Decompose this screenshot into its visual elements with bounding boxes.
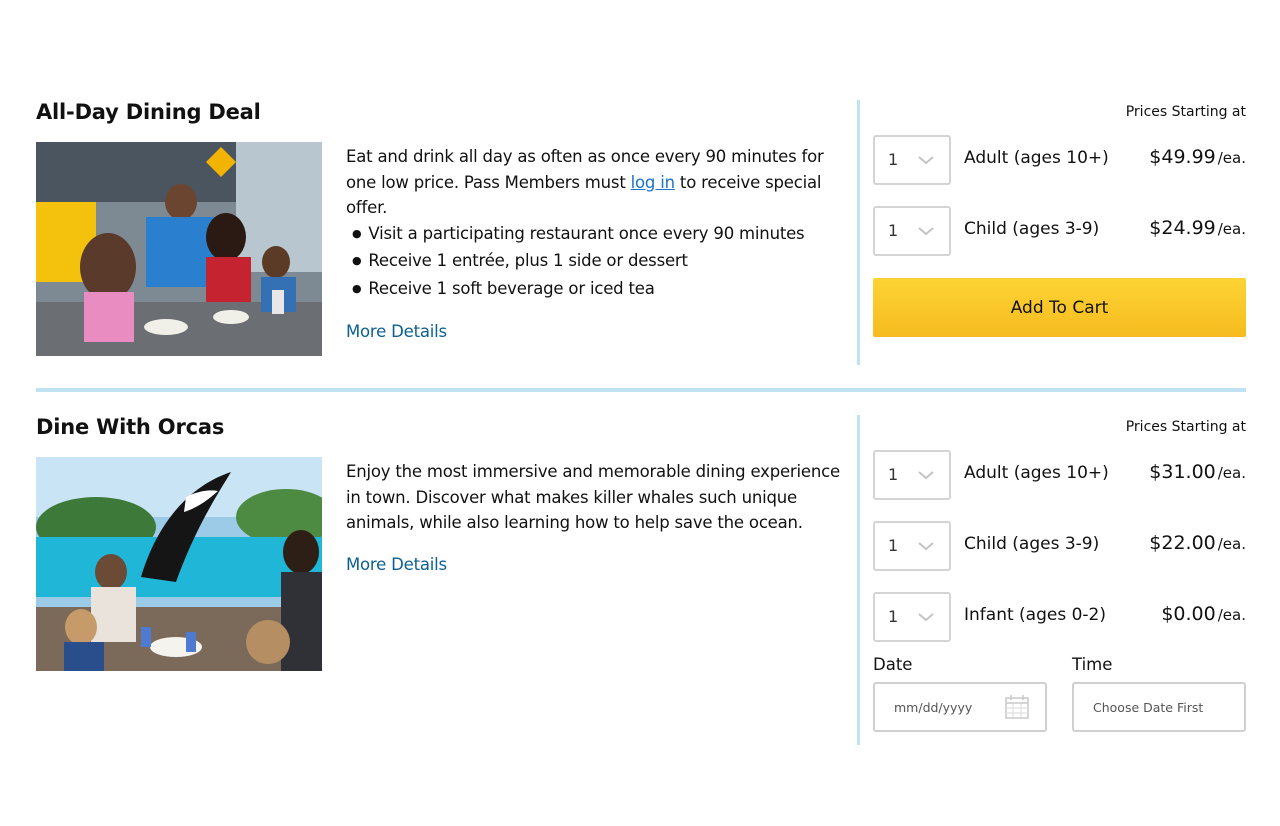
quantity-select[interactable] bbox=[873, 592, 951, 642]
column-divider bbox=[857, 100, 860, 365]
quantity-value: 1 bbox=[888, 150, 899, 169]
ticket-label: Child (ages 3-9) bbox=[964, 219, 1100, 239]
chevron-down-icon bbox=[917, 469, 935, 481]
chevron-down-icon bbox=[917, 154, 935, 166]
quantity-select[interactable] bbox=[873, 135, 951, 185]
calendar-icon[interactable] bbox=[1005, 695, 1029, 719]
ticket-row-adult bbox=[873, 450, 1246, 500]
list-item: ● Receive 1 soft beverage or iced tea bbox=[346, 276, 851, 304]
product-photo-family-dining bbox=[36, 142, 322, 356]
product-description bbox=[346, 459, 851, 577]
chevron-down-icon bbox=[917, 225, 935, 237]
list-item: ● Visit a participating restaurant once every 90 minutes bbox=[346, 221, 851, 249]
ticket-label: Infant (ages 0-2) bbox=[964, 605, 1106, 625]
ticket-price: $49.99 /ea. bbox=[1149, 146, 1246, 168]
date-label: Date bbox=[873, 655, 913, 674]
benefits-list bbox=[346, 221, 851, 304]
date-placeholder: mm/dd/yyyy bbox=[894, 700, 973, 715]
product-title: Dine With Orcas bbox=[36, 415, 225, 439]
chevron-down-icon bbox=[917, 611, 935, 623]
product-all-day-dining bbox=[36, 100, 1246, 365]
product-title: All-Day Dining Deal bbox=[36, 100, 261, 124]
quantity-select[interactable] bbox=[873, 450, 951, 500]
product-dine-with-orcas bbox=[36, 415, 1246, 745]
time-label: Time bbox=[1072, 655, 1113, 674]
login-link[interactable]: log in bbox=[630, 172, 675, 192]
product-description bbox=[346, 144, 851, 345]
add-to-cart-button[interactable]: Add To Cart bbox=[873, 278, 1246, 337]
quantity-value: 1 bbox=[888, 607, 899, 626]
quantity-value: 1 bbox=[888, 536, 899, 555]
ticket-price: $24.99 /ea. bbox=[1149, 217, 1246, 239]
description-text: Enjoy the most immersive and memorable dining experience in town. Discover what makes killer whales such unique animals, while also learning how to help save the ocean. bbox=[346, 462, 840, 532]
quantity-value: 1 bbox=[888, 221, 899, 240]
prices-starting-label: Prices Starting at bbox=[1125, 104, 1246, 120]
product-photo-orca-show bbox=[36, 457, 322, 671]
ticket-row-infant bbox=[873, 592, 1246, 642]
quantity-value: 1 bbox=[888, 465, 899, 484]
ticket-price: $0.00 /ea. bbox=[1161, 603, 1246, 625]
time-select[interactable] bbox=[1072, 682, 1246, 732]
ticket-label: Adult (ages 10+) bbox=[964, 148, 1109, 168]
prices-starting-label: Prices Starting at bbox=[1125, 419, 1246, 435]
ticket-label: Child (ages 3-9) bbox=[964, 534, 1100, 554]
product-separator bbox=[36, 388, 1246, 392]
date-input[interactable] bbox=[873, 682, 1047, 732]
list-item: ● Receive 1 entrée, plus 1 side or dessert bbox=[346, 248, 851, 276]
ticket-row-child bbox=[873, 521, 1246, 571]
description-text: Eat and drink all day as often as once every 90 minutes for one low price. Pass Members must log in to receive special offer. bbox=[346, 147, 824, 217]
ticket-price: $22.00 /ea. bbox=[1149, 532, 1246, 554]
ticket-row-adult bbox=[873, 135, 1246, 185]
column-divider bbox=[857, 415, 860, 745]
more-details-link[interactable]: More Details bbox=[346, 554, 447, 574]
quantity-select[interactable] bbox=[873, 206, 951, 256]
ticket-price: $31.00 /ea. bbox=[1149, 461, 1246, 483]
quantity-select[interactable] bbox=[873, 521, 951, 571]
time-placeholder: Choose Date First bbox=[1093, 700, 1204, 715]
ticket-label: Adult (ages 10+) bbox=[964, 463, 1109, 483]
ticket-row-child bbox=[873, 206, 1246, 256]
more-details-link[interactable]: More Details bbox=[346, 322, 447, 341]
chevron-down-icon bbox=[917, 540, 935, 552]
